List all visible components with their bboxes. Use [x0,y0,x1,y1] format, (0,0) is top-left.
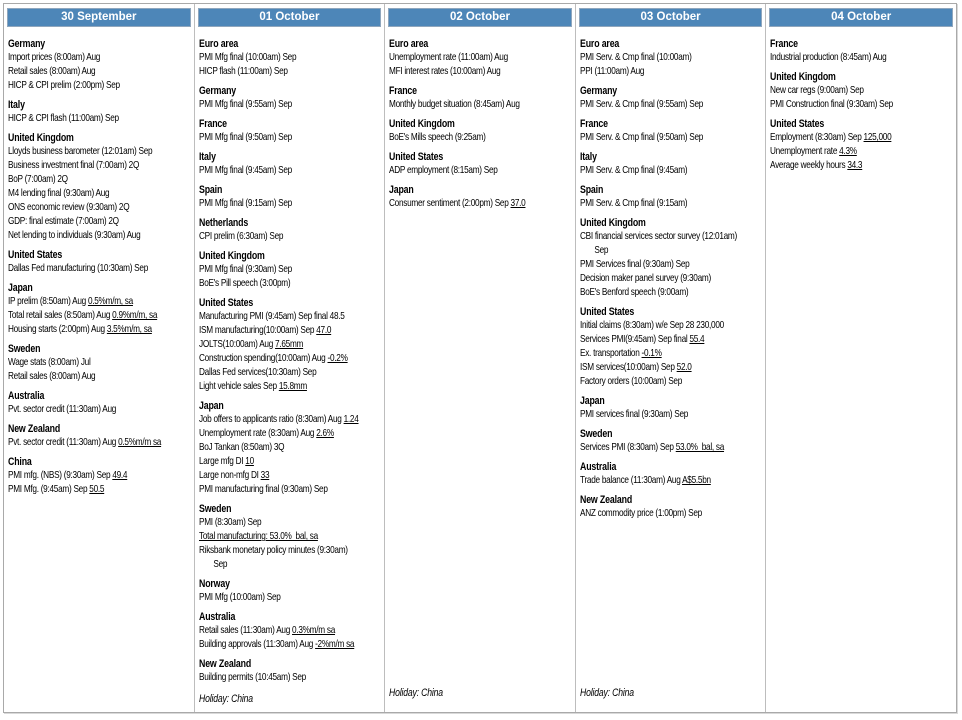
event-line [8,229,190,243]
event-text: Net lending to individuals (9:30am) Aug [8,230,141,241]
event-value: A$5.5bn [681,475,711,486]
country-heading: Spain [579,184,603,196]
event-text: ANZ commodity price (1:00pm) Sep [579,508,702,519]
event-text: Pvt. sector credit (11:30am) Aug [8,404,117,415]
day-header-label: 04 October [769,8,953,27]
event-text: Large mfg DI [198,456,245,467]
event-line-continuation: Sep [212,559,227,570]
event-line [580,333,762,347]
event-text: ADP employment (8:15am) Sep [389,165,498,176]
day-column [385,4,576,712]
event-text: Job offers to applicants ratio (8:30am) Aug [198,414,344,425]
country-heading: New Zealand [8,423,61,435]
event-line [8,356,190,370]
event-value: 3.5%m/m, sa [106,324,152,335]
country-heading: Sweden [579,428,613,440]
day-body [195,30,385,712]
event-text: BoP (7:00am) 2Q [8,174,68,185]
event-line [8,173,190,187]
event-line [770,51,952,65]
event-line [580,272,762,286]
country-heading: United States [770,118,825,130]
event-line [580,361,762,375]
event-line [199,324,381,338]
event-text: Unemployment rate (8:30am) Aug [198,428,316,439]
event-value: 53.0% bal, sa [675,442,724,453]
event-line [770,131,952,145]
event-value: -0.1% [641,348,662,359]
country-heading: Japan [579,395,605,407]
event-line [199,51,381,65]
day-column [766,4,956,712]
event-value: 4.3% [839,146,858,157]
event-text: MFI interest rates (10:00am) Aug [389,66,501,77]
day-body [576,30,766,712]
country-heading: Italy [8,99,25,111]
event-line [389,98,571,112]
event-text: Lloyds business barometer (12:01am) Sep [8,146,153,157]
event-text: Decision maker panel survey (9:30am) [579,273,711,284]
event-line [580,319,762,333]
event-line [199,352,381,366]
country-heading: Japan [8,282,33,294]
event-line [389,51,571,65]
event-line [199,338,381,352]
event-line [389,197,571,211]
event-line-continuation: Sep [594,245,609,256]
event-line [199,427,381,441]
country-heading: Germany [579,85,617,97]
event-text: GDP: final estimate (7:00am) 2Q [8,216,119,227]
event-text: Manufacturing PMI (9:45am) Sep final 48.5 [198,311,345,322]
event-text: ISM manufacturing(10:00am) Sep [198,325,316,336]
event-value: 50.5 [89,484,105,495]
event-text: PMI Serv. & Cmp final (9:50am) Sep [579,132,703,143]
country-heading: United States [198,297,253,309]
event-value: -2%m/m sa [314,639,354,650]
event-line [8,403,190,417]
country-heading: France [389,85,418,97]
event-text: HICP & CPI flash (11:00am) Sep [8,113,119,124]
event-text: JOLTS(10:00am) Aug [198,339,275,350]
event-value: 49.4 [112,470,128,481]
event-text: PMI Mfg. (9:45am) Sep [8,484,90,495]
event-text: Retail sales (8:00am) Aug [8,371,96,382]
event-line [199,544,381,558]
country-heading: Euro area [198,38,238,50]
event-text: PMI Serv. & Cmp final (10:00am) [579,52,692,63]
country-heading: Italy [579,151,597,163]
event-line [199,671,381,685]
event-line [580,164,762,178]
country-heading: Spain [198,184,222,196]
event-text: Construction spending(10:00am) Aug [198,353,328,364]
day-header-label: 01 October [198,8,382,27]
event-text: Monthly budget situation (8:45am) Aug [389,99,520,110]
country-heading: United States [579,306,634,318]
day-column [4,4,195,712]
event-value: 0.9%m/m, sa [112,310,158,321]
country-heading: Germany [198,85,236,97]
country-heading: Australia [8,390,45,402]
event-line [199,638,381,652]
event-line [580,131,762,145]
event-text: PMI Serv. & Cmp final (9:55am) Sep [579,99,703,110]
event-text: Factory orders (10:00am) Sep [579,376,682,387]
event-line [199,310,381,324]
event-value: 10 [244,456,254,467]
event-text: PMI services final (9:30am) Sep [579,409,688,420]
event-value: 0.3%m/m sa [291,625,335,636]
country-heading: New Zealand [198,658,251,670]
event-line [199,164,381,178]
event-text: Riksbank monetary policy minutes (9:30am) [198,545,348,556]
event-text: Total retail sales (8:50am) Aug [8,310,113,321]
event-text: PMI mfg. (NBS) (9:30am) Sep [8,470,113,481]
event-text: Housing starts (2:00pm) Aug [8,324,107,335]
country-heading: Netherlands [198,217,248,229]
event-text: Industrial production (8:45am) Aug [770,52,887,63]
country-heading: United States [389,151,444,163]
country-heading: Norway [198,578,230,590]
event-line [199,483,381,497]
event-value: Total manufacturing: 53.0% bal, sa [198,531,318,542]
event-text: HICP flash (11:00am) Sep [198,66,288,77]
event-line [770,98,952,112]
event-line [199,441,381,455]
event-line [8,309,190,323]
event-text: PMI Serv. & Cmp final (9:45am) [579,165,688,176]
event-line [580,51,762,65]
event-line [389,164,571,178]
event-text: PMI Mfg final (10:00am) Sep [198,52,296,63]
event-text: PMI Mfg final (9:45am) Sep [198,165,292,176]
event-line [199,516,381,530]
event-value: 0.5%m/m, sa [87,296,133,307]
country-heading: United Kingdom [389,118,455,130]
day-header-label: 03 October [579,8,763,27]
economic-calendar-table [3,3,957,713]
country-heading: Australia [579,461,617,473]
event-line [8,79,190,93]
country-heading: United Kingdom [579,217,646,229]
country-heading: United States [8,249,63,261]
event-line [199,98,381,112]
event-text: Trade balance (11:30am) Aug [579,475,682,486]
event-line [199,530,381,544]
event-text: Consumer sentiment (2:00pm) Sep [389,198,511,209]
country-heading: Euro area [389,38,429,50]
country-heading: Italy [198,151,216,163]
event-line [8,187,190,201]
event-text: Dallas Fed services(10:30am) Sep [198,367,317,378]
country-heading: France [579,118,608,130]
event-line [199,263,381,277]
event-line [8,215,190,229]
holiday-note: Holiday: China [579,687,634,699]
event-line [580,230,762,244]
event-text: Services PMI (8:30am) Sep [579,442,676,453]
event-value: 2.6% [315,428,334,439]
event-text: Ex. transportation [579,348,642,359]
event-line [199,469,381,483]
event-line [770,159,952,173]
event-text: ONS economic review (9:30am) 2Q [8,202,130,213]
event-text: Pvt. sector credit (11:30am) Aug [8,437,119,448]
event-text: Unemployment rate (11:00am) Aug [389,52,509,63]
event-text: Business investment final (7:00am) 2Q [8,160,140,171]
event-text: CPI prelim (6:30am) Sep [198,231,283,242]
event-text: CBI financial services sector survey (12:01am) [579,231,737,242]
event-text: PMI Services final (9:30am) Sep [579,259,690,270]
event-text: Unemployment rate [770,146,840,157]
event-text: HICP & CPI prelim (2:00pm) Sep [8,80,120,91]
event-line [580,474,762,488]
country-heading: Sweden [198,503,231,515]
holiday-note: Holiday: China [198,693,253,705]
event-value: 7.65mm [274,339,303,350]
event-text: Employment (8:30am) Sep [770,132,864,143]
event-line [199,413,381,427]
event-text: Retail sales (11:30am) Aug [198,625,292,636]
event-text: Dallas Fed manufacturing (10:30am) Sep [8,263,149,274]
event-line [580,65,762,79]
event-line [8,201,190,215]
event-value: 1.24 [343,414,359,425]
event-text: PMI Mfg (10:00am) Sep [198,592,281,603]
event-text: PMI Construction final (9:30am) Sep [770,99,894,110]
event-line [389,65,571,79]
event-value: 37.0 [510,198,526,209]
day-header-label: 02 October [388,8,572,27]
event-line [580,507,762,521]
event-text: Wage stats (8:00am) Jul [8,357,91,368]
event-line [389,131,571,145]
event-line [8,159,190,173]
event-line [199,277,381,291]
event-text: Building approvals (11:30am) Aug [198,639,315,650]
event-line [8,51,190,65]
event-text: ISM services(10:00am) Sep [579,362,677,373]
event-line [199,197,381,211]
event-line [199,131,381,145]
country-heading: Japan [198,400,224,412]
country-heading: United Kingdom [198,250,265,262]
event-line [199,366,381,380]
country-heading: Australia [198,611,235,623]
event-line [199,230,381,244]
event-line [8,483,190,497]
day-body [4,30,194,712]
country-heading: China [8,456,32,468]
event-line [8,370,190,384]
event-line [199,65,381,79]
event-line [8,262,190,276]
country-heading: Germany [8,38,46,50]
event-text: PPI (11:00am) Aug [579,66,645,77]
event-value: 15.8mm [278,381,307,392]
event-value: 0.5%m/m sa [118,437,162,448]
event-line [580,197,762,211]
event-value: -0.2% [327,353,348,364]
day-column [576,4,767,712]
event-line [770,145,952,159]
event-line [8,469,190,483]
event-line [8,145,190,159]
event-value: 125,000 [863,132,892,143]
event-line [580,408,762,422]
event-text: BoJ Tankan (8:50am) 3Q [198,442,284,453]
event-text: Building permits (10:45am) Sep [198,672,306,683]
event-value: 52.0 [676,362,692,373]
event-text: PMI Serv. & Cmp final (9:15am) [579,198,688,209]
event-value: 47.0 [315,325,331,336]
event-text: PMI Mfg final (9:55am) Sep [198,99,292,110]
event-text: Services PMI(9:45am) Sep final [579,334,690,345]
event-line [8,323,190,337]
event-text: New car regs (9:00am) Sep [770,85,865,96]
event-line [580,375,762,389]
holiday-note: Holiday: China [389,687,444,699]
country-heading: France [198,118,227,130]
event-text: PMI manufacturing final (9:30am) Sep [198,484,328,495]
event-line [580,258,762,272]
event-text: Average weekly hours [770,160,848,171]
event-line [580,347,762,361]
event-text: BoE's Pill speech (3:00pm) [198,278,290,289]
event-line [8,65,190,79]
event-text: PMI (8:30am) Sep [198,517,261,528]
day-column [195,4,386,712]
event-line [580,286,762,300]
event-text: PMI Mfg final (9:50am) Sep [198,132,292,143]
event-value: 55.4 [689,334,705,345]
day-body [766,30,956,712]
event-text: IP prelim (8:50am) Aug [8,296,88,307]
day-header-label: 30 September [7,8,191,27]
event-line [8,436,190,450]
event-text: Light vehicle sales Sep [198,381,279,392]
country-heading: Euro area [579,38,619,50]
event-line [580,98,762,112]
event-text: M4 lending final (9:30am) Aug [8,188,110,199]
event-line [770,84,952,98]
event-line [8,295,190,309]
event-text: PMI Mfg final (9:30am) Sep [198,264,292,275]
country-heading: Japan [389,184,414,196]
event-line [199,591,381,605]
day-body [385,30,575,712]
event-line [8,112,190,126]
event-line [199,624,381,638]
event-text: Large non-mfg DI [198,470,261,481]
event-text: Initial claims (8:30am) w/e Sep 28 230,000 [579,320,724,331]
event-text: Import prices (8:00am) Aug [8,52,101,63]
event-line [199,455,381,469]
country-heading: Sweden [8,343,41,355]
country-heading: New Zealand [579,494,632,506]
event-line [580,441,762,455]
country-heading: France [770,38,799,50]
event-value: 34.3 [847,160,863,171]
country-heading: United Kingdom [770,71,837,83]
event-text: BoE's Mills speech (9:25am) [389,132,486,143]
event-text: PMI Mfg final (9:15am) Sep [198,198,292,209]
event-text: Retail sales (8:00am) Aug [8,66,96,77]
event-text: BoE's Benford speech (9:00am) [579,287,689,298]
event-line [199,380,381,394]
event-value: 33 [260,470,269,481]
country-heading: United Kingdom [8,132,74,144]
